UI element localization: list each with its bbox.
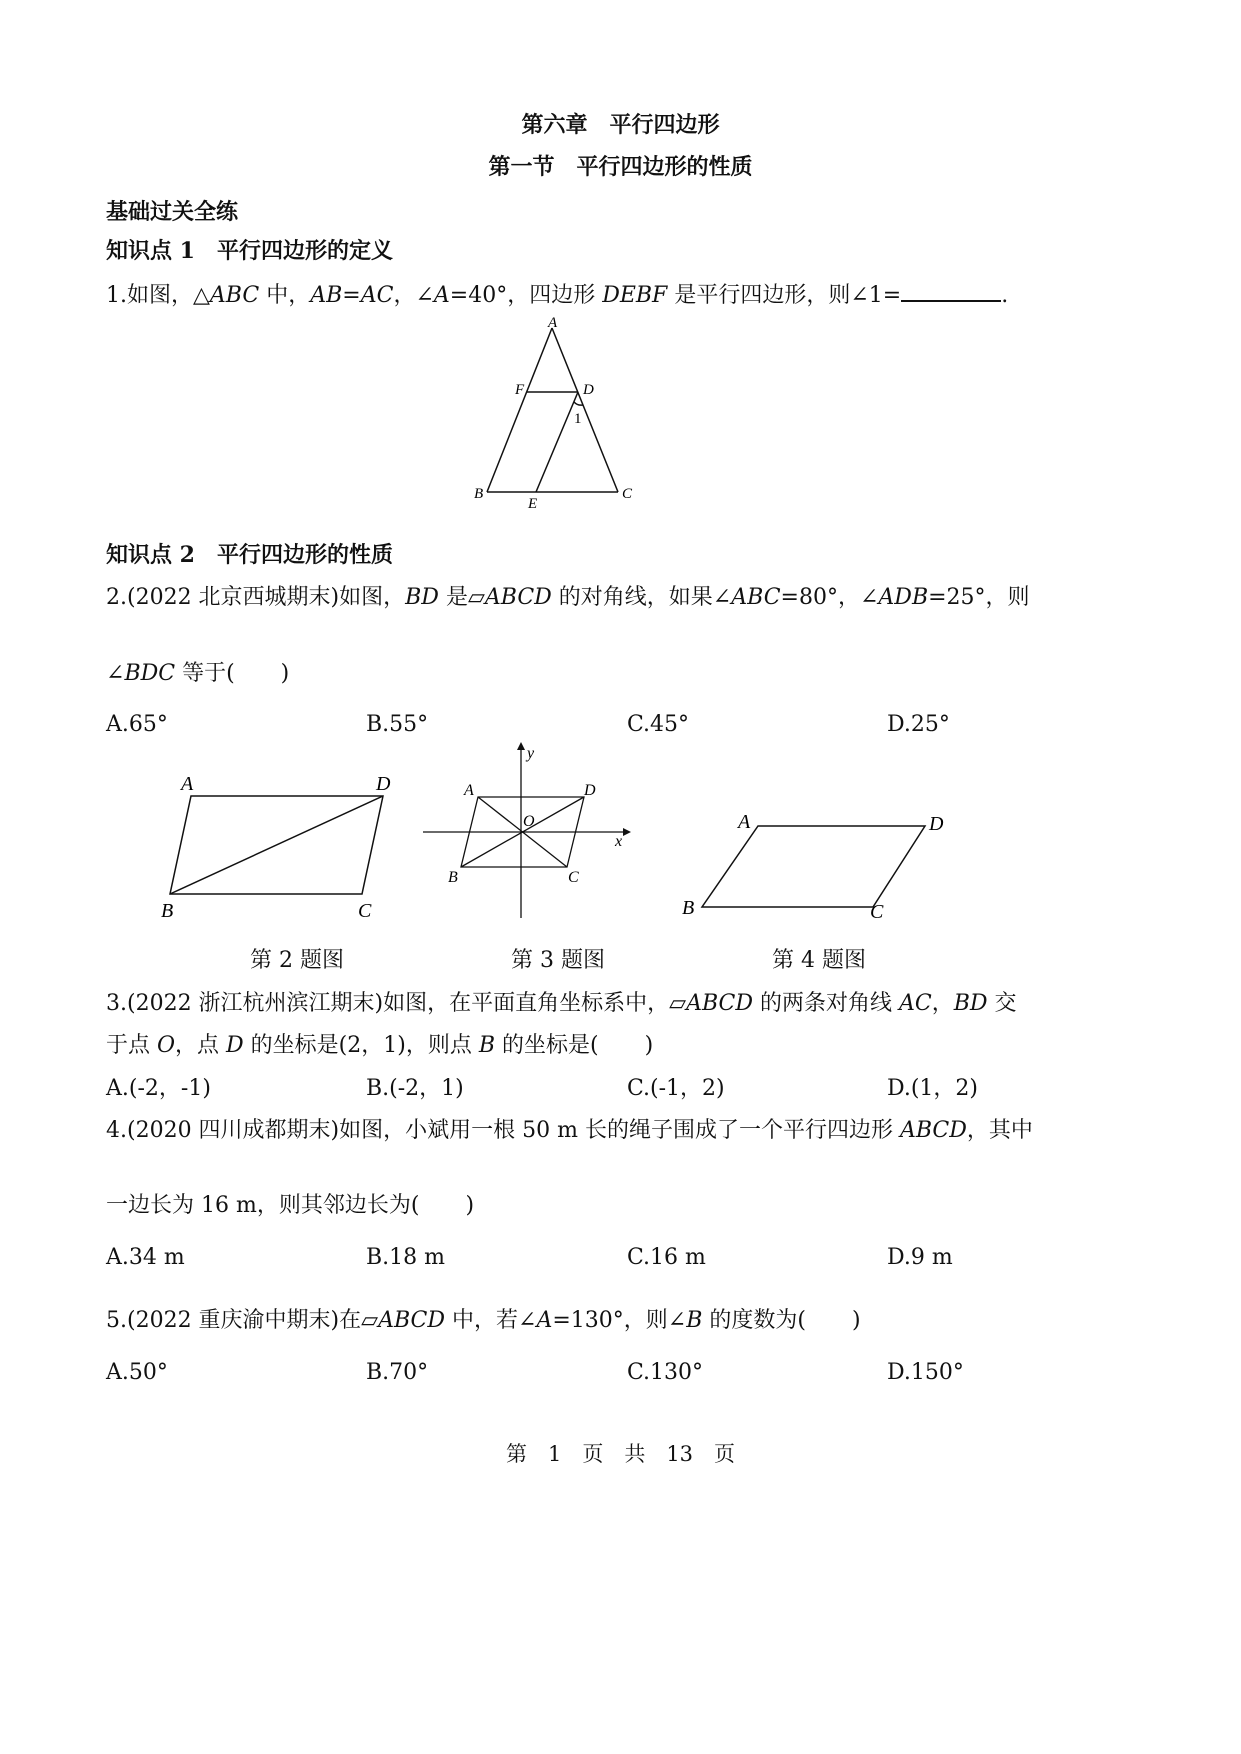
fig4-label-c: C [870,901,884,923]
q4-option-d[interactable]: D.9 m [887,1245,953,1270]
question-4-line-2 [106,1188,474,1219]
q3-option-a[interactable]: A.(-2，-1) [106,1076,211,1101]
q2-option-c[interactable]: C.45° [627,712,690,737]
q2-text: =80°，∠ [780,585,879,610]
q1-text: 中， [259,283,311,308]
q1-var: AB=AC [310,283,394,308]
fig4-label-a: A [738,811,751,833]
q5-var: ABCD [378,1308,445,1333]
question-2-line-2 [106,656,289,687]
q2-text: =25°，则 [928,585,1030,610]
chapter-title: 第六章 平行四边形 [521,112,720,138]
q1-text: . [1001,283,1009,308]
fig3-label-o: O [523,813,535,830]
q3-var: D [226,1033,244,1058]
q3-text: 的坐标是( [495,1033,599,1058]
q2-var: ADB [878,585,929,610]
figure-2-parallelogram [150,760,410,930]
figure-2-caption: 第 2 题图 [250,948,344,973]
q5-option-d[interactable]: D.150° [887,1360,964,1385]
q4-var: ABCD [899,1118,967,1143]
q5-option-a[interactable]: A.50° [106,1360,168,1385]
knowledge-point-2: 知识点 2 平行四边形的性质 [106,542,393,568]
q4-text: ) [465,1193,475,1218]
q5-text: =130°，则∠ [552,1308,687,1333]
fig2-label-c: C [358,900,372,922]
q2-text: 是▱ [438,585,485,610]
fig3-label-x: x [615,833,623,850]
x-axis-arrow-icon [623,828,631,836]
q5-text: ) [851,1308,861,1333]
fig4-label-d: D [929,813,944,835]
q2-var: ABC [731,585,781,610]
q3-var: ABCD [686,991,753,1016]
q2-option-d[interactable]: D.25° [887,712,950,737]
fig1-label-1: 1 [574,411,582,427]
figure-4-parallelogram [670,800,960,930]
q1-text: ，∠ [393,283,434,308]
question-3-line-1 [106,986,1017,1017]
q2-option-a[interactable]: A.65° [106,712,168,737]
q1-text: 是平行四边形，则∠1= [667,283,902,308]
q3-option-c[interactable]: C.(-1，2) [627,1076,725,1101]
q3-option-b[interactable]: B.(-2，1) [366,1076,464,1101]
question-3-line-2 [106,1028,653,1059]
fig3-label-d: D [584,782,596,799]
q5-text: 的度数为( [702,1308,806,1333]
q3-text: ) [644,1033,654,1058]
q3-var: O [157,1033,176,1058]
page-footer: 第 1 页 共 13 页 [505,1442,736,1466]
q1-text: =40°，四边形 [449,283,603,308]
q3-var: B [478,1033,496,1058]
question-4-line-1 [106,1113,1033,1144]
q5-text: 中，若∠ [445,1308,537,1333]
q4-option-c[interactable]: C.16 m [627,1245,706,1270]
fig4-label-b: B [682,897,695,919]
q3-option-d[interactable]: D.(1，2) [887,1076,979,1101]
q2-text: ∠ [106,661,125,686]
fig1-label-d: D [583,382,594,398]
q2-text: 的对角线，如果∠ [551,585,732,610]
q2-var: ABCD [484,585,552,610]
figure-4-caption: 第 4 题图 [772,948,866,973]
fig1-label-c: C [622,486,633,502]
fig3-label-c: C [568,869,579,886]
q3-text: 的坐标是(2，1)，则点 [243,1033,479,1058]
fig2-label-a: A [181,773,194,795]
q3-text: ， [931,991,954,1016]
figure-1-triangle [460,310,660,515]
knowledge-point-1: 知识点 1 平行四边形的定义 [106,238,393,264]
question-5 [106,1303,861,1334]
q2-var: BD [405,585,439,610]
q2-var: BDC [124,661,176,686]
q4-text: 4.(2020 四川成都期末)如图，小斌用一根 50 m 长的绳子围成了一个平行四边形 [106,1118,900,1143]
q5-option-b[interactable]: B.70° [366,1360,429,1385]
q3-text: ，点 [175,1033,227,1058]
figure-3-coordinate-parallelogram [415,740,640,925]
section-title: 第一节 平行四边形的性质 [488,154,753,180]
fig1-label-e: E [528,496,538,512]
q4-option-a[interactable]: A.34 m [106,1245,185,1270]
q1-var: ABC [209,283,260,308]
q1-var: DEBF [602,283,668,308]
q1-var: A [433,283,450,308]
q3-text: 交 [987,991,1017,1016]
q3-var: AC [899,991,932,1016]
q2-text: 等于( [175,661,235,686]
question-1 [106,278,1008,309]
q5-var: B [686,1308,703,1333]
q3-text: 3.(2022 浙江杭州滨江期末)如图，在平面直角坐标系中，▱ [106,991,687,1016]
y-axis-arrow-icon [517,742,525,750]
q4-text: 一边长为 16 m，则其邻边长为( [106,1193,420,1218]
q3-var: BD [953,991,988,1016]
figure-3-caption: 第 3 题图 [511,948,605,973]
fig3-label-y: y [527,745,535,762]
fig1-label-b: B [474,486,484,502]
q2-option-b[interactable]: B.55° [366,712,429,737]
q1-text: 1.如图，△ [106,283,210,308]
fig2-label-d: D [376,773,391,795]
q5-text: 5.(2022 重庆渝中期末)在▱ [106,1308,379,1333]
fig2-label-b: B [161,900,174,922]
q2-text: ) [280,661,290,686]
fig3-label-b: B [448,869,458,886]
question-2-line-1 [106,580,1030,611]
q3-text: 的两条对角线 [753,991,899,1016]
answer-blank[interactable] [901,280,1001,302]
q4-option-b[interactable]: B.18 m [366,1245,446,1270]
q4-text: ，其中 [966,1118,1033,1143]
q2-text: 2.(2022 北京西城期末)如图， [106,585,406,610]
practice-heading: 基础过关全练 [106,199,239,225]
q5-var: A [536,1308,553,1333]
q5-option-c[interactable]: C.130° [627,1360,704,1385]
fig1-label-f: F [515,382,525,398]
fig3-label-a: A [464,782,474,799]
fig1-label-a: A [548,315,558,331]
q3-text: 于点 [106,1033,157,1058]
